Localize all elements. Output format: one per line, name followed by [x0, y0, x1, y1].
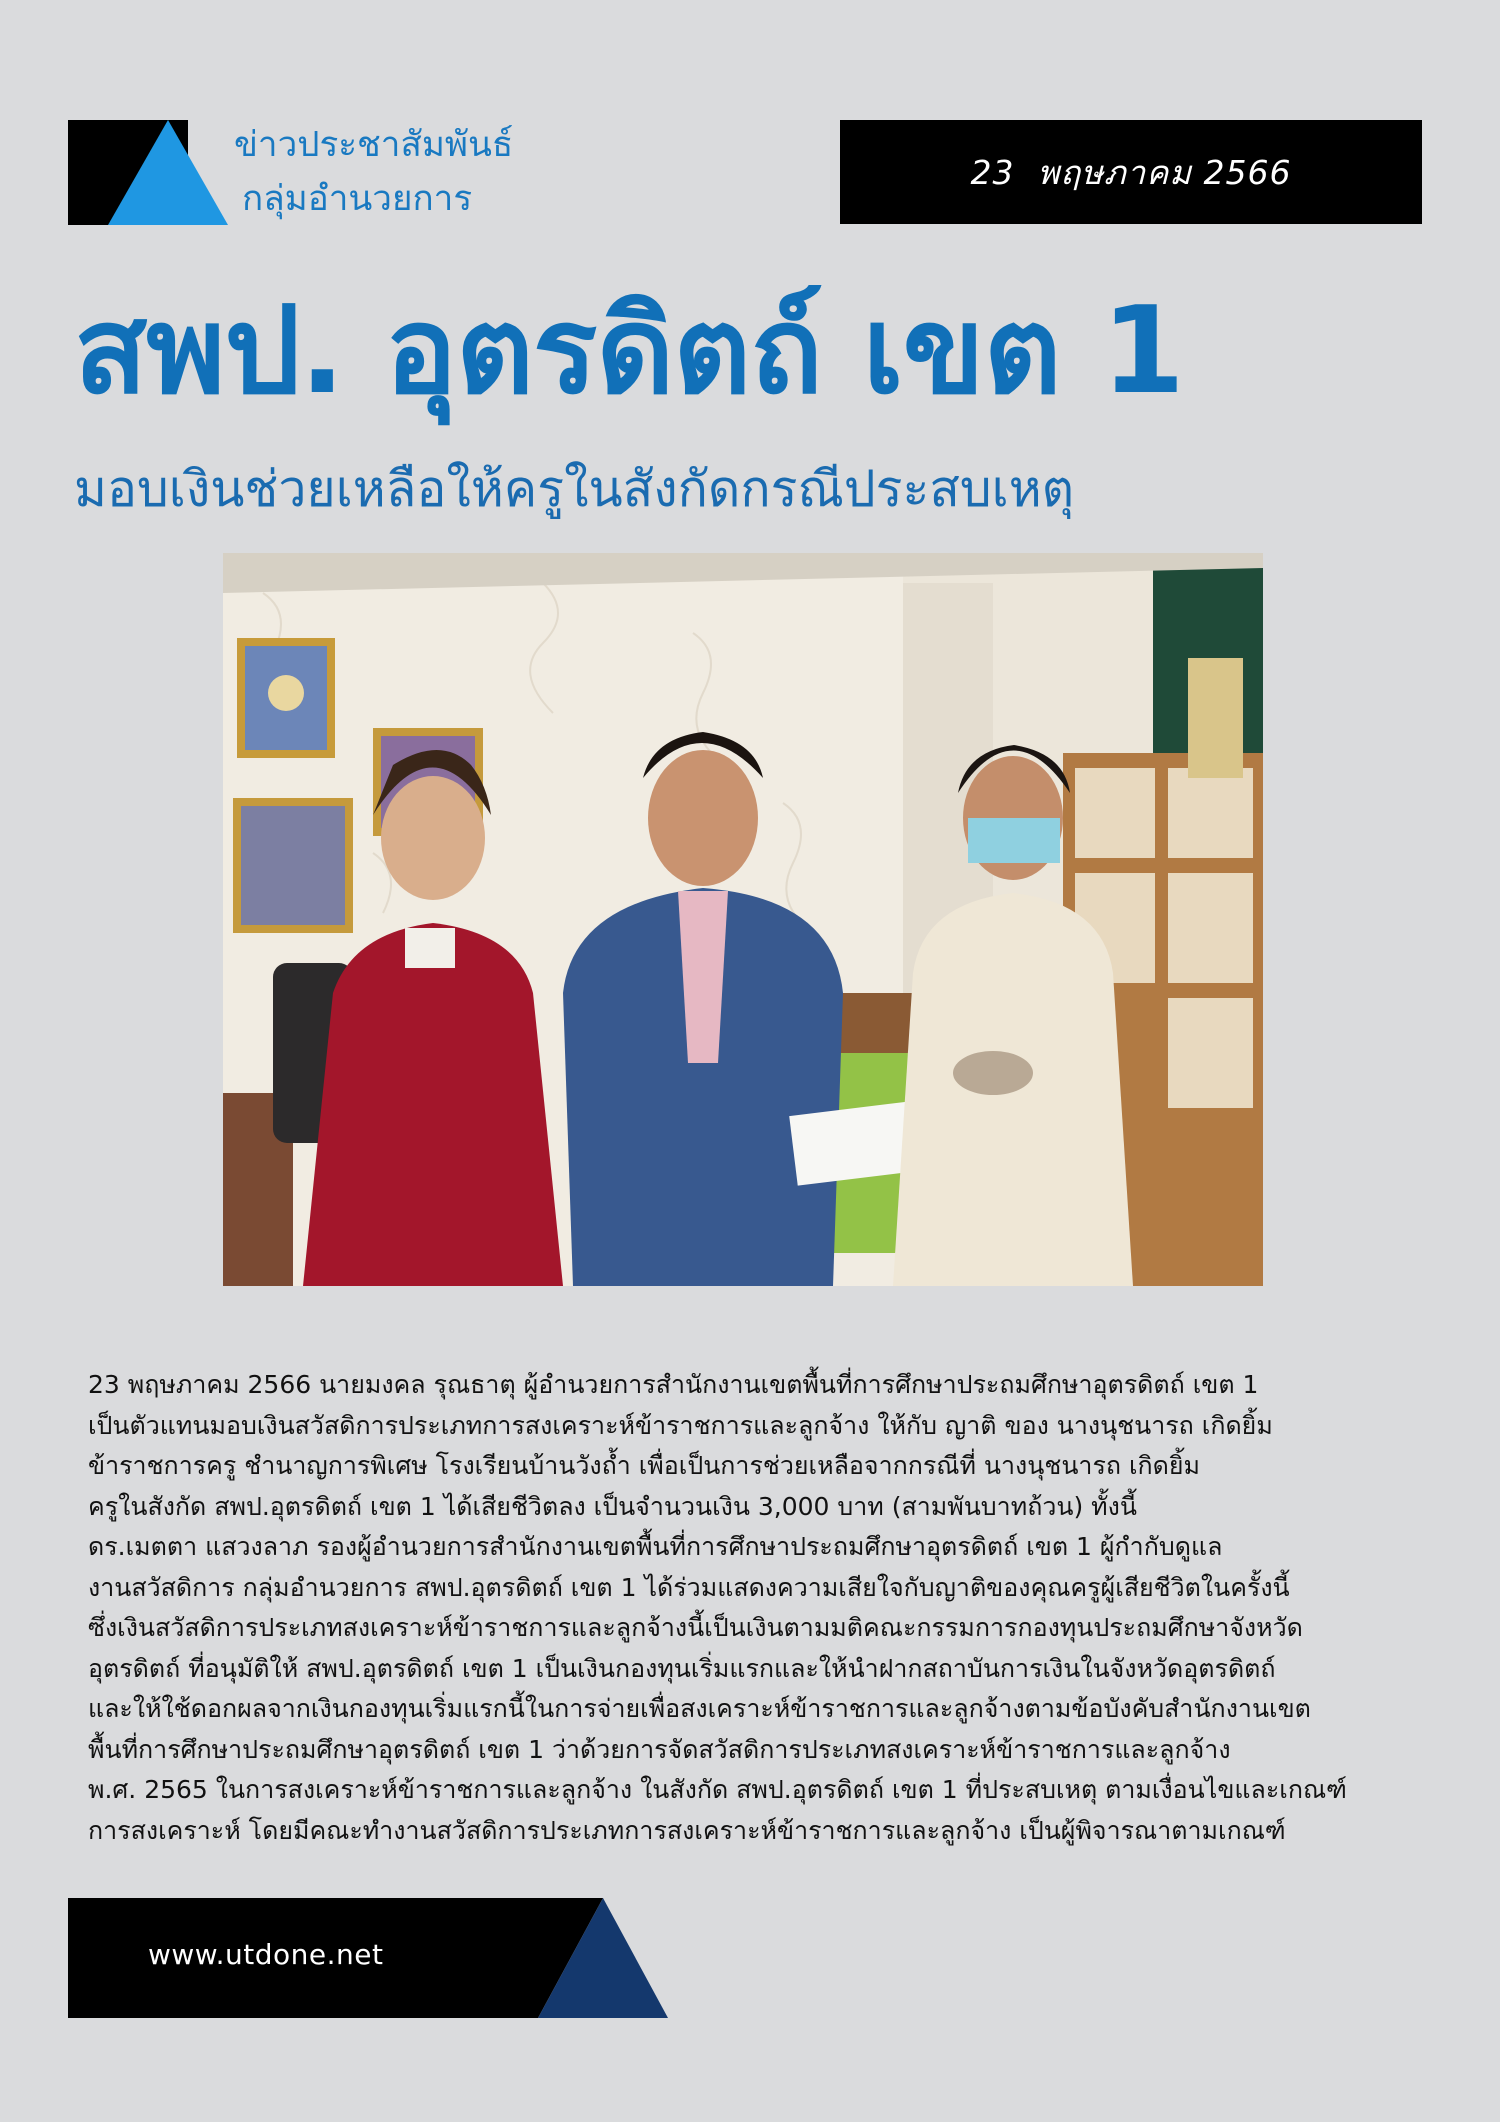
header-label-line1: ข่าวประชาสัมพันธ์ — [234, 125, 514, 165]
page-title: สพป. อุตรดิตถ์ เขต 1 — [74, 282, 1184, 421]
article-body — [88, 1365, 1448, 1851]
article-line: ซึ่งเงินสวัสดิการประเภทสงเคราะห์ข้าราชการและลูกจ้างนี้เป็นเงินตามมติคณะกรรมการกองทุนประถมศึกษาจังหวัด — [88, 1613, 1303, 1642]
date-box — [840, 120, 1422, 224]
footer-website-link[interactable]: www.utdone.net — [148, 1938, 384, 1971]
date-text: 23 พฤษภาคม 2566 — [970, 152, 1292, 192]
article-line: 23 พฤษภาคม 2566 นายมงคล รุณธาตุ ผู้อำนวยการสำนักงานเขตพื้นที่การศึกษาประถมศึกษาอุตรดิตถ์ เขต 1 — [88, 1370, 1259, 1399]
news-photo-illustration — [223, 553, 1263, 1286]
article-line: ครูในสังกัด สพป.อุตรดิตถ์ เขต 1 ได้เสียชีวิตลง เป็นจำนวนเงิน 3,000 บาท (สามพันบาทถ้วน) ทั้งนี้ — [88, 1491, 1137, 1521]
article-line: ดร.เมตตา แสวงลาภ รองผู้อำนวยการสำนักงานเขตพื้นที่การศึกษาประถมศึกษาอุตรดิตถ์ เขต 1 ผู้กำกับดูแล — [88, 1532, 1223, 1561]
header-label-line2: กลุ่มอำนวยการ — [242, 179, 473, 219]
article-line: เป็นตัวแทนมอบเงินสวัสดิการประเภทการสงเคราะห์ข้าราชการและลูกจ้าง ให้กับ ญาติ ของ นางนุชนารถ เกิดยิ้ม — [88, 1410, 1273, 1440]
page-subtitle: มอบเงินช่วยเหลือให้ครูในสังกัดกรณีประสบเหตุ — [74, 460, 1075, 518]
header-label — [234, 118, 513, 226]
article-line: การสงเคราะห์ โดยมีคณะทำงานสวัสดิการประเภทการสงเคราะห์ข้าราชการและลูกจ้าง เป็นผู้พิจารณาตามเกณฑ์ — [88, 1815, 1286, 1845]
article-line: อุตรดิตถ์ ที่อนุมัติให้ สพป.อุตรดิตถ์ เขต 1 เป็นเงินกองทุนเริ่มแรกและให้นำฝากสถาบันการเงินในจังหวัดอุตรดิตถ์ — [88, 1653, 1276, 1683]
article-line: งานสวัสดิการ กลุ่มอำนวยการ สพป.อุตรดิตถ์ เขต 1 ได้ร่วมแสดงความเสียใจกับญาติของคุณครูผู้เสียชีวิตในครั้งนี้ — [88, 1572, 1290, 1602]
article-line: พื้นที่การศึกษาประถมศึกษาอุตรดิตถ์ เขต 1 ว่าด้วยการจัดสวัสดิการประเภทสงเคราะห์ข้าราชการและลูกจ้าง — [88, 1734, 1231, 1764]
article-line: พ.ศ. 2565 ในการสงเคราะห์ข้าราชการและลูกจ้าง ในสังกัด สพป.อุตรดิตถ์ เขต 1 ที่ประสบเหตุ ตามเงื่อนไขและเกณฑ์ — [88, 1775, 1347, 1804]
article-line: และให้ใช้ดอกผลจากเงินกองทุนเริ่มแรกนี้ในการจ่ายเพื่อสงเคราะห์ข้าราชการและลูกจ้างตามข้อบังคับสำนักงานเขต — [88, 1694, 1311, 1723]
header-triangle-icon — [108, 120, 228, 225]
news-photo — [223, 553, 1263, 1286]
article-line: ข้าราชการครู ชำนาญการพิเศษ โรงเรียนบ้านวังถ้ำ เพื่อเป็นการช่วยเหลือจากกรณีที่ นางนุชนารถ เกิดยิ้ม — [88, 1451, 1200, 1480]
